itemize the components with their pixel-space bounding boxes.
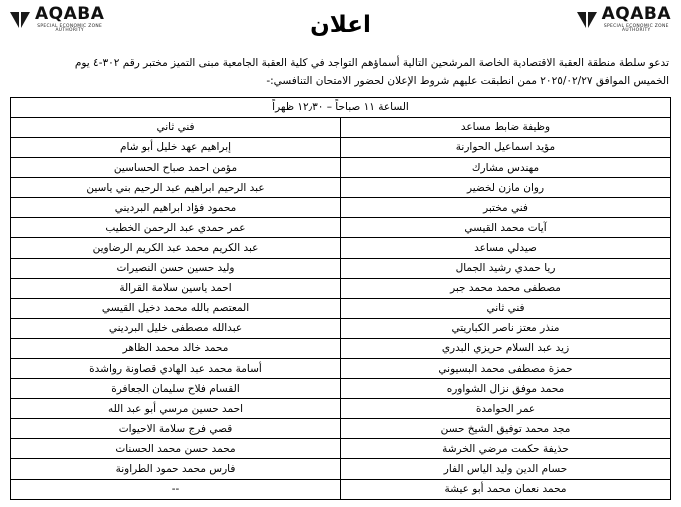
logo-triangles-icon [577, 12, 597, 28]
document-header [10, 6, 671, 52]
cell-right: محمد نعمان محمد أبو عيشة [341, 479, 671, 499]
cell-left: المعتصم بالله محمد دخيل القيسي [11, 298, 341, 318]
cell-left: عمر حمدي عبد الرحمن الخطيب [11, 218, 341, 238]
logo-subtitle-line2-2: AUTHORITY [55, 28, 84, 34]
logo-subtitle-line1: SPECIAL ECONOMIC ZONE [603, 24, 669, 29]
intro-line-2: الخميس الموافق ٢٠٢٥/٠٢/٢٧ ممن انطبقت عليهم شروط الإعلان لحضور الامتحان التنافسي:- [266, 75, 669, 88]
cell-right: مصطفى محمد محمد جبر [341, 278, 671, 298]
cell-right: مهندس مشارك [341, 158, 671, 178]
cell-left: فني ثاني [11, 117, 341, 137]
intro-line-1: تدعو سلطة منطقة العقبة الاقتصادية الخاصة المرشحين التالية أسماؤهم التواجد في كلية العقبة الجامعية مبنى التميز مختبر رقم ٣٠٢-٤ يوم [74, 57, 669, 69]
table-row [11, 379, 671, 399]
candidates-table [10, 97, 671, 500]
logo-text-left [35, 6, 104, 34]
table-row [11, 258, 671, 278]
cell-left: فارس محمد حمود الطراونة [11, 459, 341, 479]
cell-left: قصي فرج سلامة الاحيوات [11, 419, 341, 439]
cell-right: صيدلي مساعد [341, 238, 671, 258]
cell-right: محمد موفق نزال الشواوره [341, 379, 671, 399]
cell-left: محمود فؤاد ابراهيم البرديني [11, 198, 341, 218]
cell-left: -- [11, 479, 341, 499]
cell-left: محمد حسن محمد الحسنات [11, 439, 341, 459]
cell-right: منذر معتز ناصر الكباريتي [341, 318, 671, 338]
cell-right: مجد محمد توفيق الشيخ حسن [341, 419, 671, 439]
table-row [11, 198, 671, 218]
table-row [11, 117, 671, 137]
cell-right: وظيفة ضابط مساعد [341, 117, 671, 137]
announcement-intro [10, 52, 671, 97]
table-row [11, 338, 671, 358]
logo-subtitle-line2: AUTHORITY [622, 28, 651, 34]
table-row [11, 298, 671, 318]
cell-left: عبد الكريم محمد عبد الكريم الرضاوين [11, 238, 341, 258]
cell-right: مؤيد اسماعيل الحوارنة [341, 137, 671, 157]
table-row [11, 318, 671, 338]
cell-right: حذيفة حكمت مرضي الخرشة [341, 439, 671, 459]
table-row [11, 218, 671, 238]
table-row [11, 238, 671, 258]
cell-left: مؤمن احمد صباح الحساسين [11, 158, 341, 178]
cell-right: ريا حمدي رشيد الجمال [341, 258, 671, 278]
cell-left: عبدالله مصطفى خليل البرديني [11, 318, 341, 338]
table-row [11, 158, 671, 178]
logo-right [577, 6, 671, 34]
cell-right: زيد عبد السلام حريزي البدري [341, 338, 671, 358]
logo-subtitle-line1-2: SPECIAL ECONOMIC ZONE [37, 24, 103, 29]
table-row [11, 358, 671, 378]
cell-left: وليد حسين حسن النصيرات [11, 258, 341, 278]
table-row [11, 399, 671, 419]
cell-right: حمزة مصطفى محمد البسيوني [341, 358, 671, 378]
cell-right: آيات محمد القيسي [341, 218, 671, 238]
cell-right: عمر الحوامدة [341, 399, 671, 419]
cell-left: عبد الرحيم ابراهيم عبد الرحيم بني ياسين [11, 178, 341, 198]
page-title: اعلان [310, 12, 371, 38]
logo-text-right [602, 6, 671, 34]
time-banner: الساعة ١١ صباحاً – ١٢٫٣٠ ظهراً [11, 97, 671, 117]
cell-left: إبراهيم عهد خليل أبو شام [11, 137, 341, 157]
cell-left: القسام فلاح سليمان الجعافرة [11, 379, 341, 399]
cell-right: حسام الدين وليد الياس الفار [341, 459, 671, 479]
candidates-table-body [11, 97, 671, 499]
table-row [11, 459, 671, 479]
table-row [11, 439, 671, 459]
cell-right: فني ثاني [341, 298, 671, 318]
cell-left: محمد خالد محمد الظاهر [11, 338, 341, 358]
logo-triangles-icon-2 [10, 12, 30, 28]
logo-name: AQABA [601, 4, 671, 24]
cell-right: روان مازن لخضير [341, 178, 671, 198]
cell-left: احمد ياسين سلامة القرالة [11, 278, 341, 298]
time-banner-row [11, 97, 671, 117]
table-row [11, 278, 671, 298]
cell-left: احمد حسين مرسي أبو عبد الله [11, 399, 341, 419]
table-row [11, 178, 671, 198]
table-row [11, 479, 671, 499]
logo-name-2: AQABA [35, 4, 105, 24]
logo-left [10, 6, 104, 34]
cell-left: أسامة محمد عبد الهادي قصاونة رواشدة [11, 358, 341, 378]
table-row [11, 419, 671, 439]
cell-right: فني مختبر [341, 198, 671, 218]
table-row [11, 137, 671, 157]
